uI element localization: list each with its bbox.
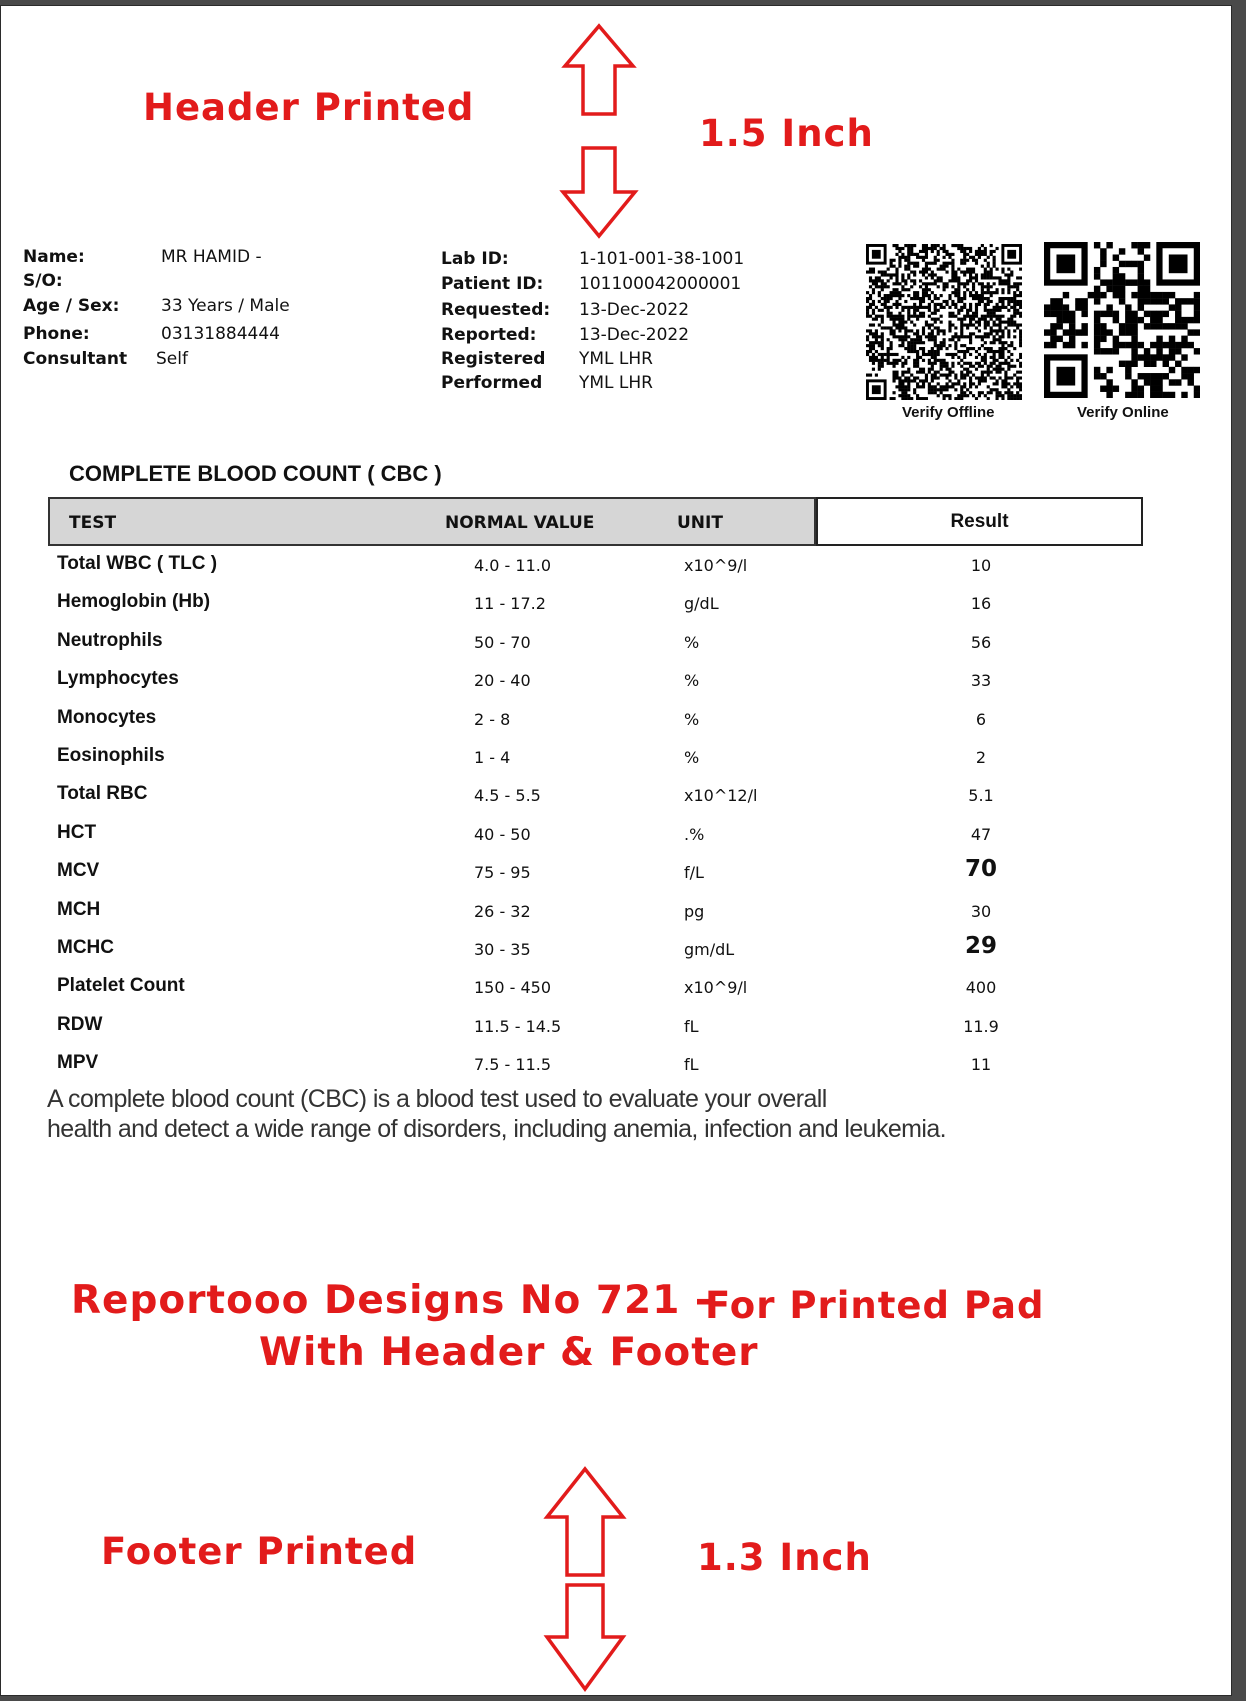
unit-value: % — [684, 671, 700, 691]
normal-value: 7.5 - 11.5 — [474, 1055, 552, 1075]
result-value: 11 — [970, 1055, 992, 1075]
arrow-down-icon — [559, 144, 639, 240]
column-header-normal-value: NORMAL VALUE — [445, 513, 595, 533]
description-line-1: A complete blood count (CBC) is a blood test used to evaluate your overall — [47, 1085, 827, 1113]
result-value: 56 — [970, 632, 992, 652]
normal-value: 30 - 35 — [474, 940, 531, 959]
column-header-unit: UNIT — [677, 513, 723, 533]
result-value: 47 — [970, 824, 992, 844]
arrow-down-icon — [543, 1581, 627, 1693]
test-name: MCHC — [57, 937, 114, 958]
registered-label: Registered — [441, 349, 546, 369]
requested-label: Requested: — [441, 300, 551, 320]
test-name: RDW — [57, 1013, 103, 1035]
normal-value: 1 - 4 — [474, 748, 511, 767]
arrow-up-icon — [561, 22, 637, 118]
normal-value: 20 - 40 — [474, 671, 531, 691]
report-title: COMPLETE BLOOD COUNT ( CBC ) — [69, 461, 442, 486]
result-value: 70 — [964, 856, 997, 883]
normal-value: 11.5 - 14.5 — [474, 1016, 562, 1036]
table-row — [1, 591, 1233, 629]
table-row — [1, 975, 1233, 1013]
header-printed-label: Header Printed — [143, 86, 475, 129]
test-name: HCT — [57, 821, 97, 843]
report-page — [0, 5, 1232, 1696]
unit-value: % — [684, 632, 700, 652]
test-name: Total RBC — [57, 783, 148, 805]
result-value: 30 — [970, 901, 992, 921]
column-header-test: TEST — [69, 513, 117, 533]
normal-value: 4.0 - 11.0 — [474, 556, 552, 575]
result-value: 11.9 — [963, 1016, 999, 1036]
result-value: 2 — [975, 748, 987, 767]
table-row — [1, 745, 1233, 783]
performed-label: Performed — [441, 373, 543, 393]
unit-value: gm/dL — [684, 940, 735, 959]
footer-printed-label: Footer Printed — [101, 1530, 418, 1573]
test-name: Platelet Count — [57, 975, 185, 997]
test-name: Total WBC ( TLC ) — [57, 553, 218, 574]
test-name: Monocytes — [57, 706, 157, 728]
unit-value: x10^9/l — [684, 978, 748, 998]
result-value: 29 — [964, 933, 997, 959]
result-value: 33 — [970, 671, 992, 691]
table-row — [1, 783, 1233, 821]
table-row — [1, 553, 1233, 591]
age-sex-label: Age / Sex: — [23, 296, 120, 316]
normal-value: 11 - 17.2 — [474, 594, 546, 614]
patient-id: 101100042000001 — [579, 274, 742, 294]
lab-id-label: Lab ID: — [441, 249, 509, 269]
table-row — [1, 933, 1233, 975]
consultant-label: Consultant — [23, 349, 128, 369]
normal-value: 26 - 32 — [474, 901, 531, 921]
result-value: 16 — [970, 594, 992, 614]
normal-value: 2 - 8 — [474, 709, 511, 729]
unit-value: x10^9/l — [684, 556, 748, 575]
qr-offline-icon — [866, 244, 1022, 400]
so-label: S/O: — [23, 271, 63, 291]
column-header-result: Result — [816, 497, 1143, 546]
normal-value: 4.5 - 5.5 — [474, 786, 541, 806]
table-row — [1, 899, 1233, 937]
cbc-description — [47, 1084, 946, 1144]
result-value: 6 — [975, 709, 987, 729]
unit-value: pg — [684, 901, 705, 921]
unit-value: g/dL — [684, 594, 719, 614]
normal-value: 75 - 95 — [474, 863, 531, 883]
result-value: 5.1 — [968, 786, 994, 806]
patient-age-sex: 33 Years / Male — [161, 296, 290, 316]
normal-value: 150 - 450 — [474, 978, 552, 998]
result-value: 400 — [965, 978, 997, 998]
test-name: MCH — [57, 898, 101, 920]
table-row — [1, 707, 1233, 745]
reported-date: 13-Dec-2022 — [579, 325, 690, 345]
registered-location: YML LHR — [579, 349, 653, 369]
patient-name: MR HAMID - — [161, 247, 262, 267]
table-row — [1, 856, 1233, 898]
description-line-2: health and detect a wide range of disorders, including anemia, infection and leukemia. — [47, 1115, 946, 1143]
lab-id: 1-101-001-38-1001 — [579, 249, 745, 269]
design-name-label: Reportooo Designs No 721 - — [71, 1278, 713, 1323]
unit-value: fL — [684, 1055, 699, 1075]
unit-value: .% — [684, 824, 705, 844]
normal-value: 50 - 70 — [474, 632, 531, 652]
name-label: Name: — [23, 247, 85, 267]
unit-value: fL — [684, 1016, 699, 1036]
result-value: 10 — [970, 556, 992, 575]
table-row — [1, 668, 1233, 706]
table-row — [1, 822, 1233, 860]
verify-online-caption: Verify Online — [1077, 404, 1169, 421]
qr-online-icon — [1044, 242, 1200, 398]
test-name: Eosinophils — [57, 745, 165, 766]
test-name: Lymphocytes — [57, 668, 179, 690]
patient-id-label: Patient ID: — [441, 274, 544, 294]
normal-value: 40 - 50 — [474, 824, 531, 844]
design-subtitle-label: With Header & Footer — [259, 1330, 759, 1375]
design-purpose-label: For Printed Pad — [705, 1284, 1045, 1327]
unit-value: x10^12/l — [684, 786, 758, 806]
phone-label: Phone: — [23, 324, 90, 344]
test-name: Neutrophils — [57, 629, 163, 651]
patient-consultant: Self — [156, 349, 188, 369]
test-name: MCV — [57, 860, 100, 882]
verify-offline-caption: Verify Offline — [902, 404, 995, 421]
requested-date: 13-Dec-2022 — [579, 300, 690, 320]
patient-phone: 03131884444 — [161, 324, 280, 344]
header-size-label: 1.5 Inch — [699, 112, 874, 155]
unit-value: f/L — [684, 863, 704, 883]
performed-location: YML LHR — [579, 373, 653, 393]
test-name: Hemoglobin (Hb) — [57, 591, 211, 613]
unit-value: % — [684, 709, 700, 729]
arrow-up-icon — [543, 1465, 627, 1579]
table-row — [1, 630, 1233, 668]
footer-size-label: 1.3 Inch — [697, 1536, 872, 1579]
reported-label: Reported: — [441, 325, 537, 345]
unit-value: % — [684, 748, 700, 767]
table-row — [1, 1014, 1233, 1052]
test-name: MPV — [57, 1052, 99, 1074]
